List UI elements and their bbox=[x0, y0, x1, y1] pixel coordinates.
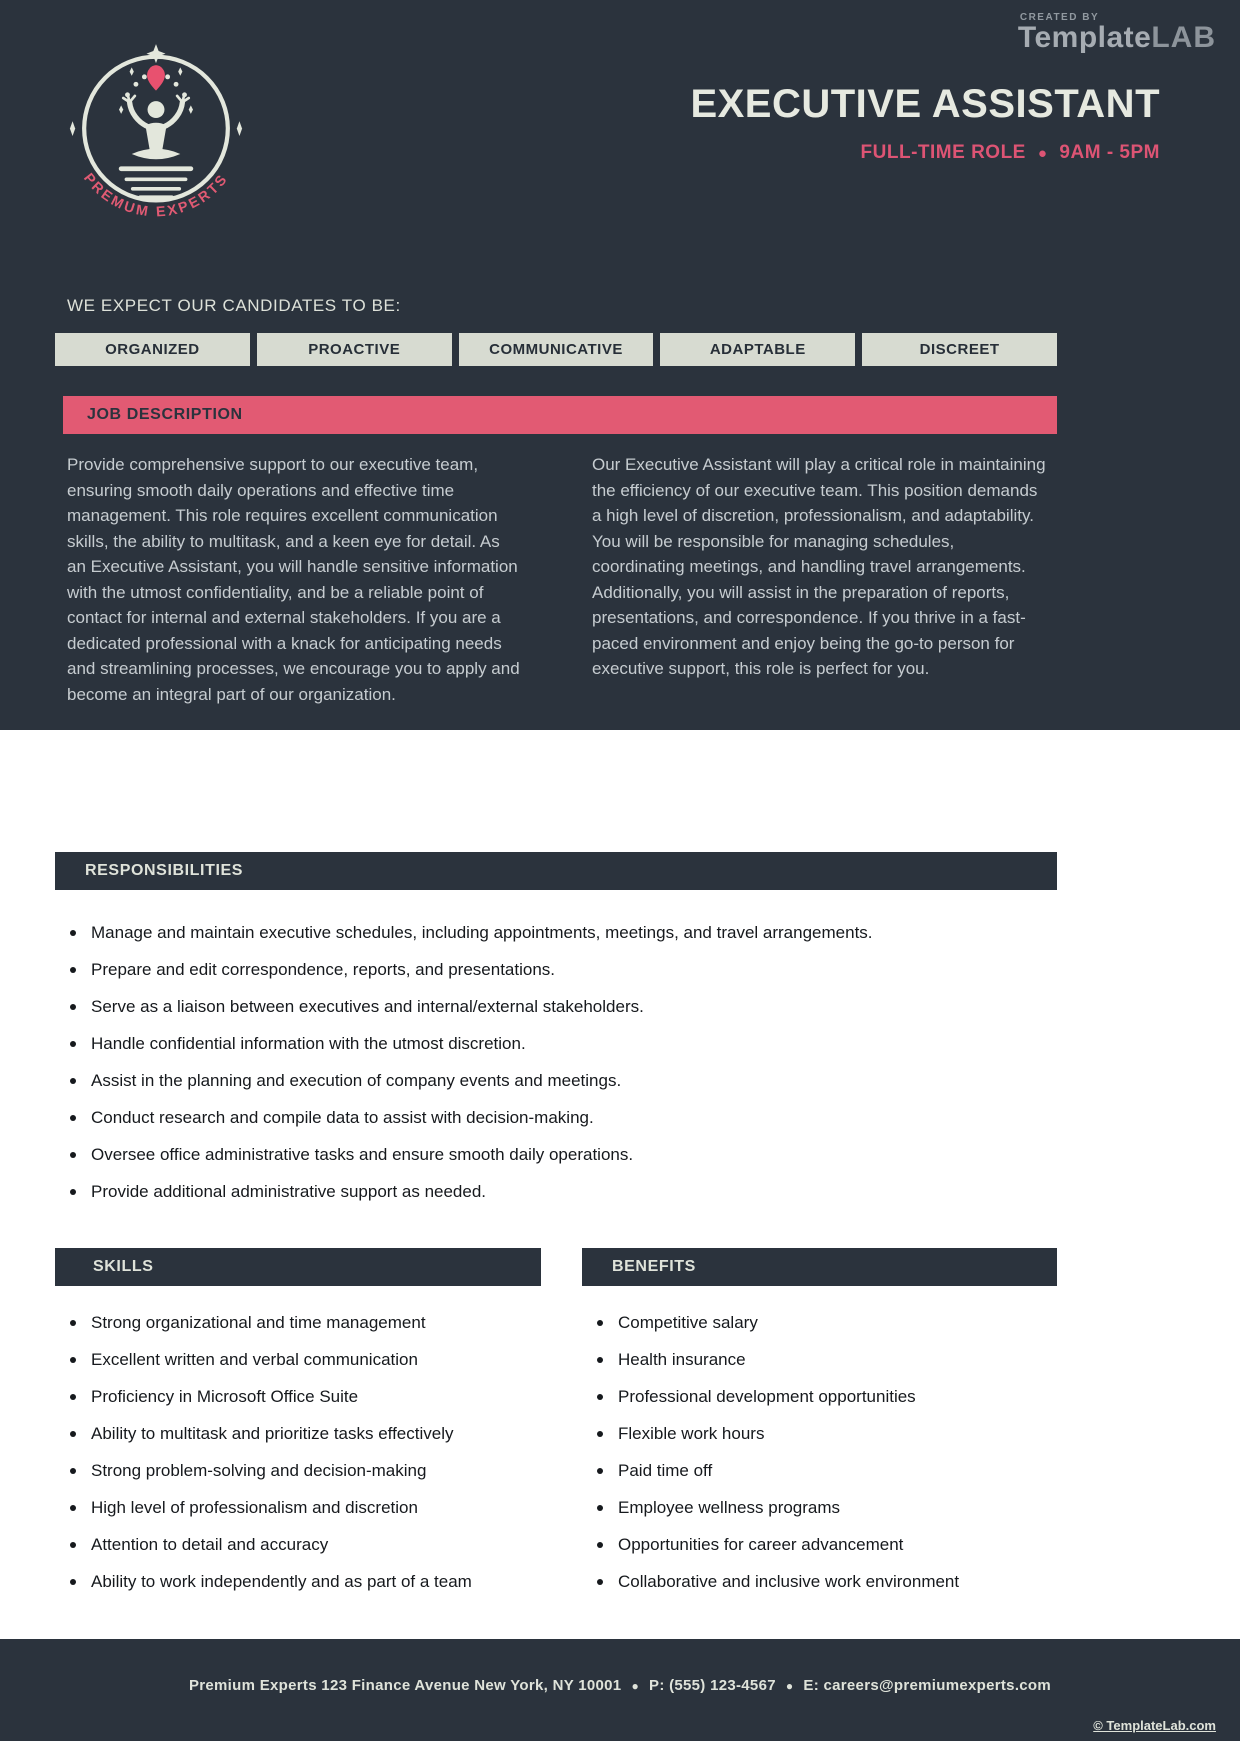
list-item: Oversee office administrative tasks and ensure smooth daily operations. bbox=[67, 1144, 1047, 1166]
templatelab-watermark bbox=[1018, 12, 1216, 53]
list-item: Attention to detail and accuracy bbox=[67, 1534, 537, 1556]
job-description-right-paragraph: Our Executive Assistant will play a critical role in maintaining the efficiency of our executive team. This position demands a high level of discretion, professionalism, and adaptability. You will be responsible for managing schedules, coordinating meetings, and handling travel arrangements. Additionally, you will assist in the preparation of reports, presentations, and correspondence. If you thrive in a fast-paced environment and enjoy being the go-to person for executive support, this role is perfect for you. bbox=[592, 455, 1046, 678]
list-item: Conduct research and compile data to assist with decision-making. bbox=[67, 1107, 1047, 1129]
job-description-left-paragraph: Provide comprehensive support to our executive team, ensuring smooth daily operations and effective time management. This role requires excellent communication skills, the ability to multitask, and a keen eye for detail. As an Executive Assistant, you will handle sensitive information with the utmost confidentiality, and be a reliable point of contact for internal and external stakeholders. If you are a dedicated professional with a knack for anticipating needs and streamlining processes, we encourage you to apply and become an integral part of our organization. bbox=[67, 455, 520, 704]
role-subtitle bbox=[460, 142, 1160, 164]
list-item: Professional development opportunities bbox=[594, 1386, 1054, 1408]
meditating-person-emblem-icon bbox=[66, 42, 246, 230]
footer-address: Premium Experts 123 Finance Avenue New York, NY 10001 bbox=[188, 1677, 622, 1694]
separator-dot: ● bbox=[631, 1679, 640, 1693]
candidate-badges bbox=[55, 333, 1057, 366]
badge-communicative: COMMUNICATIVE bbox=[459, 333, 654, 366]
list-item: Assist in the planning and execution of company events and meetings. bbox=[67, 1070, 1047, 1092]
list-item: Competitive salary bbox=[594, 1312, 1054, 1334]
list-item: Strong organizational and time management bbox=[67, 1312, 537, 1334]
benefits-list bbox=[594, 1312, 1054, 1608]
created-by-label: CREATED BY bbox=[1019, 12, 1100, 23]
list-item: Proficiency in Microsoft Office Suite bbox=[67, 1386, 537, 1408]
list-item: High level of professionalism and discretion bbox=[67, 1497, 537, 1519]
separator-dot: ● bbox=[1037, 145, 1048, 162]
badge-adaptable: ADAPTABLE bbox=[660, 333, 855, 366]
page-title: EXECUTIVE ASSISTANT bbox=[690, 82, 1160, 126]
benefits-heading: BENEFITS bbox=[582, 1248, 1057, 1286]
skills-heading: SKILLS bbox=[55, 1248, 541, 1286]
badge-organized: ORGANIZED bbox=[55, 333, 250, 366]
list-item: Paid time off bbox=[594, 1460, 1054, 1482]
company-logo bbox=[66, 42, 246, 230]
list-item: Excellent written and verbal communication bbox=[67, 1349, 537, 1371]
hero-section bbox=[0, 0, 1240, 730]
list-item: Collaborative and inclusive work environment bbox=[594, 1571, 1054, 1593]
list-item: Manage and maintain executive schedules, including appointments, meetings, and travel arrangements. bbox=[67, 922, 1047, 944]
badge-proactive: PROACTIVE bbox=[257, 333, 452, 366]
footer-phone: P: (555) 123-4567 bbox=[649, 1677, 776, 1694]
list-item: Serve as a liaison between executives and internal/external stakeholders. bbox=[67, 996, 1047, 1018]
job-description-heading: JOB DESCRIPTION bbox=[63, 396, 1057, 434]
templatelab-logo: TemplateLAB bbox=[1017, 21, 1216, 54]
role-type: FULL-TIME ROLE bbox=[860, 142, 1026, 163]
list-item: Ability to multitask and prioritize tasks effectively bbox=[67, 1423, 537, 1445]
list-item: Prepare and edit correspondence, reports, and presentations. bbox=[67, 959, 1047, 981]
footer-email: E: careers@premiumexperts.com bbox=[803, 1677, 1052, 1694]
list-item: Ability to work independently and as part of a team bbox=[67, 1571, 537, 1593]
candidates-label: WE EXPECT OUR CANDIDATES TO BE: bbox=[67, 296, 401, 315]
list-item: Handle confidential information with the utmost discretion. bbox=[67, 1033, 1047, 1055]
badge-discreet: DISCREET bbox=[862, 333, 1057, 366]
list-item: Opportunities for career advancement bbox=[594, 1534, 1054, 1556]
list-item: Health insurance bbox=[594, 1349, 1054, 1371]
list-item: Strong problem-solving and decision-making bbox=[67, 1460, 537, 1482]
separator-dot: ● bbox=[785, 1679, 794, 1693]
role-hours: 9AM - 5PM bbox=[1059, 142, 1160, 163]
responsibilities-heading: RESPONSIBILITIES bbox=[55, 852, 1057, 890]
emblem-text: PREMUM EXPERTS bbox=[80, 170, 232, 221]
list-item: Provide additional administrative support as needed. bbox=[67, 1181, 1047, 1203]
copyright-link[interactable]: © TemplateLab.com bbox=[1093, 1718, 1216, 1733]
footer bbox=[0, 1639, 1240, 1741]
list-item: Employee wellness programs bbox=[594, 1497, 1054, 1519]
footer-contact-line bbox=[0, 1677, 1240, 1694]
skills-list bbox=[67, 1312, 537, 1608]
responsibilities-list bbox=[67, 922, 1047, 1218]
list-item: Flexible work hours bbox=[594, 1423, 1054, 1445]
